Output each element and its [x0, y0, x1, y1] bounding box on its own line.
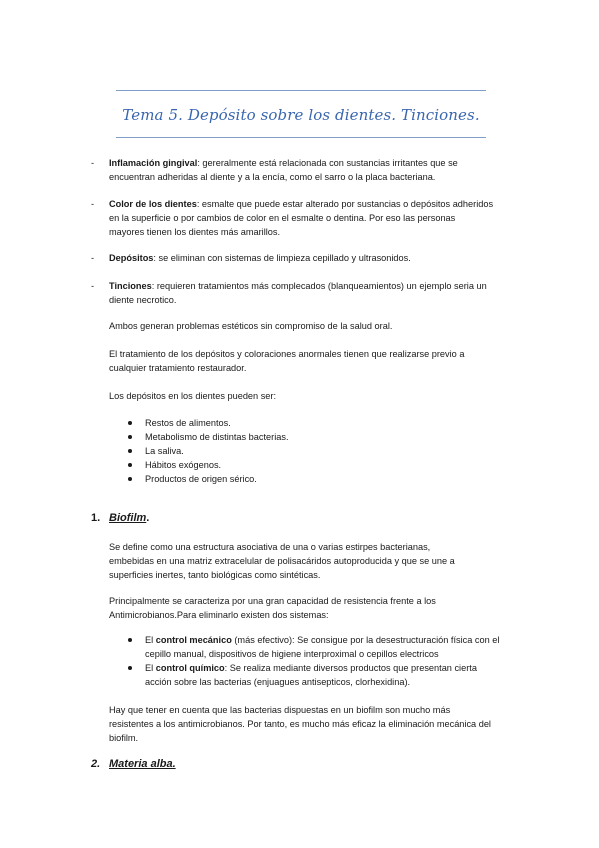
- list-item: Restos de alimentos.: [145, 418, 231, 428]
- definition-term: Tinciones: [109, 281, 152, 291]
- paragraph-line: Hay que tener en cuenta que las bacterias dispuestas en un biofilm son mucho más: [109, 705, 451, 715]
- dash-marker: -: [91, 158, 95, 168]
- dash-marker: -: [91, 281, 95, 291]
- bullet-icon: [128, 449, 132, 453]
- bullet-icon: [128, 638, 132, 642]
- biofilm-conclusion: [109, 703, 491, 745]
- list-item: Hábitos exógenos.: [145, 460, 222, 470]
- paragraph-line: cualquier tratamiento restaurador.: [109, 363, 247, 373]
- paragraph-line: Se define como una estructura asociativa de una o varias estirpes bacterianas,: [109, 542, 431, 552]
- biofilm-resistance: [109, 594, 436, 622]
- system-term: control mecánico: [155, 635, 232, 645]
- system-text: : Se realiza mediante diversos productos que presentan cierta: [224, 663, 477, 673]
- system-text: acción sobre las bacterias (enjuagues antisepticos, clorhexidina).: [145, 677, 411, 687]
- definition-depositos: [109, 251, 411, 265]
- list-item: Metabolismo de distintas bacterias.: [145, 432, 289, 442]
- paragraph-line: biofilm.: [109, 733, 139, 743]
- paragraph-depositos-intro: Los depósitos en los dientes pueden ser:: [109, 391, 277, 401]
- list-item: La saliva.: [145, 446, 184, 456]
- biofilm-definition: [109, 540, 455, 582]
- bullet-icon: [128, 666, 132, 670]
- list-item: Productos de origen sérico.: [145, 474, 257, 484]
- bullet-icon: [128, 435, 132, 439]
- paragraph-line: resistentes a los antimicrobianos. Por tanto, es mucho más eficaz la eliminación mecánica del: [109, 719, 491, 729]
- definition-term: Depósitos: [109, 253, 154, 263]
- dash-marker: -: [91, 253, 95, 263]
- title-top-rule: [116, 90, 486, 91]
- definition-term: Inflamación gingival: [109, 158, 198, 168]
- section-number: 2.: [91, 758, 101, 770]
- definition-inflamacion: [109, 156, 458, 184]
- bullet-icon: [128, 477, 132, 481]
- dash-marker: -: [91, 199, 95, 209]
- system-text: cepillo manual, dispositivos de higiene interproximal o cepillos electricos: [145, 649, 439, 659]
- definition-text: : se eliminan con sistemas de limpieza cepillado y ultrasonidos.: [153, 253, 411, 263]
- section-number: 1.: [91, 512, 101, 524]
- system-quimico: [145, 661, 477, 689]
- system-term: control químico: [155, 663, 225, 673]
- title-bottom-rule: [116, 137, 486, 138]
- system-prefix: El: [145, 663, 156, 673]
- definition-text: mayores tienen los dientes más amarillos.: [109, 227, 281, 237]
- section-heading-materia-alba: [109, 758, 176, 770]
- definition-text: en la superficie o por cambios de color en el esmalte o dentina. Por eso las personas: [109, 213, 456, 223]
- system-mecanico: [145, 633, 499, 661]
- paragraph-line: Principalmente se caracteriza por una gran capacidad de resistencia frente a los: [109, 596, 436, 606]
- paragraph-tratamiento: [109, 347, 464, 375]
- section-heading-suffix: .: [146, 512, 150, 524]
- paragraph-ambos: Ambos generan problemas estéticos sin compromiso de la salud oral.: [109, 321, 393, 331]
- definition-text: diente necrotico.: [109, 295, 177, 305]
- definition-text: encuentran adheridas al diente y a la encía, como el sarro o la placa bacteriana.: [109, 172, 436, 182]
- paragraph-line: Antimicrobianos.Para eliminarlo existen dos sistemas:: [109, 610, 329, 620]
- definition-text: : esmalte que puede estar alterado por sustancias o depósitos adheridos: [196, 199, 494, 209]
- paragraph-line: El tratamiento de los depósitos y coloraciones anormales tienen que realizarse previo a: [109, 349, 465, 359]
- paragraph-line: embebidas en una matriz extracelular de polisacáridos autoproducida y que se une a: [109, 556, 455, 566]
- definition-text: : gereralmente está relacionada con sustancias irritantes que se: [197, 158, 458, 168]
- bullet-icon: [128, 421, 132, 425]
- system-prefix: El: [145, 635, 156, 645]
- section-heading-text: Biofilm: [109, 512, 147, 524]
- paragraph-line: superficies inertes, tanto biológicas como sintéticas.: [109, 570, 321, 580]
- page-title: Tema 5. Depósito sobre los dientes. Tinciones.: [122, 106, 480, 124]
- definition-text: : requieren tratamientos más complecados (blanqueamientos) un ejemplo seria un: [151, 281, 487, 291]
- system-text: (más efectivo): Se consigue por la desestructuración física con el: [231, 635, 500, 645]
- definition-color: [109, 197, 493, 239]
- section-heading-text: Materia alba.: [109, 758, 176, 770]
- definition-term: Color de los dientes: [109, 199, 197, 209]
- definition-tinciones: [109, 279, 487, 307]
- section-heading-biofilm: [109, 512, 149, 524]
- bullet-icon: [128, 463, 132, 467]
